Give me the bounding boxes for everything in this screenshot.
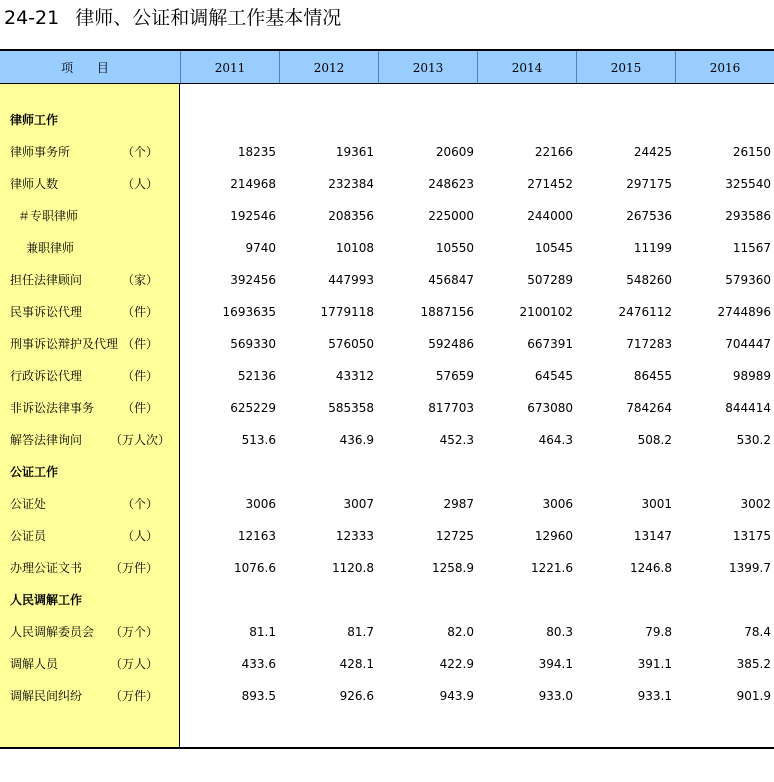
table-row: [0, 232, 774, 264]
row-unit: （万件）: [110, 561, 159, 575]
value-cell-2011: 513.6: [241, 433, 276, 447]
value-cell-2011: 569330: [230, 337, 276, 351]
row-unit: （万人）: [110, 657, 159, 671]
value-cell-2012: 19361: [335, 145, 374, 159]
value-cell-2014: 12960: [534, 529, 573, 543]
value-cell-2012: 81.7: [347, 625, 374, 639]
header-item-label: 项 目: [61, 61, 119, 75]
value-cell-2016: 98989: [732, 369, 771, 383]
value-cell-2016: 844414: [725, 401, 771, 415]
table-row: [0, 328, 774, 360]
value-cell-2016: 2744896: [717, 305, 771, 319]
value-cell-2015: 391.1: [637, 657, 672, 671]
value-cell-2015: 11199: [633, 241, 672, 255]
value-cell-2015: 508.2: [637, 433, 672, 447]
table-number: 24-21: [4, 7, 60, 29]
value-cell-2012: 585358: [328, 401, 374, 415]
row-unit: （人）: [121, 529, 158, 543]
value-cell-2013: 422.9: [439, 657, 474, 671]
value-cell-2011: 9740: [245, 241, 276, 255]
value-cell-2013: 456847: [428, 273, 474, 287]
value-cell-2013: 452.3: [439, 433, 474, 447]
value-cell-2016: 13175: [732, 529, 771, 543]
value-cell-2014: 64545: [534, 369, 573, 383]
value-cell-2013: 1258.9: [432, 561, 474, 575]
value-cell-2013: 1887156: [420, 305, 474, 319]
value-cell-2013: 2987: [443, 497, 474, 511]
value-cell-2011: 392456: [230, 273, 276, 287]
value-cell-2016: 901.9: [736, 689, 771, 703]
value-cell-2011: 12163: [237, 529, 276, 543]
table-row: [0, 616, 774, 648]
value-cell-2016: 1399.7: [729, 561, 771, 575]
value-cell-2015: 717283: [626, 337, 672, 351]
value-cell-2012: 208356: [328, 209, 374, 223]
value-cell-2013: 12725: [435, 529, 474, 543]
value-cell-2014: 1221.6: [531, 561, 573, 575]
value-cell-2013: 943.9: [439, 689, 474, 703]
row-label: 律师人数: [10, 177, 59, 191]
row-label: 非诉讼法律事务: [10, 401, 95, 415]
value-cell-2014: 3006: [542, 497, 573, 511]
row-unit: （家）: [121, 273, 158, 287]
row-unit: （万个）: [110, 625, 159, 639]
value-cell-2015: 267536: [626, 209, 672, 223]
row-label: 公证处: [10, 497, 47, 511]
value-cell-2014: 667391: [527, 337, 573, 351]
value-cell-2016: 325540: [725, 177, 771, 191]
value-cell-2014: 933.0: [538, 689, 573, 703]
value-cell-2012: 436.9: [339, 433, 374, 447]
value-cell-2011: 192546: [230, 209, 276, 223]
table-row: [0, 136, 774, 168]
row-unit: （件）: [121, 369, 158, 383]
row-label: 人民调解委员会: [10, 625, 95, 639]
value-cell-2014: 244000: [527, 209, 573, 223]
header-year-2016: 2016: [675, 51, 774, 83]
value-cell-2013: 592486: [428, 337, 474, 351]
row-label: 调解民间纠纷: [10, 689, 83, 703]
value-cell-2011: 433.6: [241, 657, 276, 671]
header-year-2015: 2015: [576, 51, 675, 83]
value-cell-2012: 12333: [335, 529, 374, 543]
table-row: [0, 264, 774, 296]
value-cell-2012: 232384: [328, 177, 374, 191]
value-cell-2015: 24425: [633, 145, 672, 159]
value-cell-2011: 1076.6: [234, 561, 276, 575]
value-cell-2014: 22166: [534, 145, 573, 159]
value-cell-2011: 18235: [237, 145, 276, 159]
row-unit: （人）: [121, 177, 158, 191]
row-label: 民事诉讼代理: [10, 305, 83, 319]
row-label: 行政诉讼代理: [10, 369, 83, 383]
value-cell-2014: 2100102: [519, 305, 573, 319]
value-cell-2014: 394.1: [538, 657, 573, 671]
value-cell-2014: 80.3: [546, 625, 573, 639]
value-cell-2013: 10550: [435, 241, 474, 255]
row-label: 担任法律顾问: [10, 273, 83, 287]
value-cell-2015: 3001: [641, 497, 672, 511]
table-row: [0, 296, 774, 328]
section-label: 律师工作: [10, 113, 59, 127]
table-row: [0, 552, 774, 584]
row-unit: （万人次）: [110, 433, 171, 447]
row-unit: （件）: [121, 305, 158, 319]
row-unit: （个）: [121, 497, 158, 511]
value-cell-2013: 82.0: [447, 625, 474, 639]
row-label: 公证员: [10, 529, 47, 543]
value-cell-2015: 297175: [626, 177, 672, 191]
value-cell-2014: 673080: [527, 401, 573, 415]
value-cell-2011: 214968: [230, 177, 276, 191]
table-row: [0, 648, 774, 680]
table-row: [0, 392, 774, 424]
table-row: [0, 680, 774, 712]
table-row: [0, 360, 774, 392]
value-cell-2016: 704447: [725, 337, 771, 351]
value-cell-2013: 225000: [428, 209, 474, 223]
value-cell-2015: 2476112: [618, 305, 672, 319]
value-cell-2014: 507289: [527, 273, 573, 287]
header-year-2014: 2014: [477, 51, 576, 83]
row-label: 律师事务所: [10, 145, 71, 159]
bottom-rule: [0, 747, 774, 749]
value-cell-2013: 817703: [428, 401, 474, 415]
value-cell-2016: 530.2: [736, 433, 771, 447]
table-row: [0, 200, 774, 232]
value-cell-2015: 86455: [633, 369, 672, 383]
value-cell-2016: 11567: [732, 241, 771, 255]
value-cell-2016: 385.2: [736, 657, 771, 671]
table-title: [4, 5, 341, 31]
value-cell-2016: 26150: [732, 145, 771, 159]
value-cell-2011: 1693635: [222, 305, 276, 319]
value-cell-2011: 81.1: [249, 625, 276, 639]
value-cell-2016: 293586: [725, 209, 771, 223]
header-year-2011: 2011: [180, 51, 279, 83]
section-label: 公证工作: [10, 465, 59, 479]
value-cell-2013: 57659: [435, 369, 474, 383]
section-row: [0, 456, 774, 488]
header-year-2013: 2013: [378, 51, 477, 83]
value-cell-2013: 20609: [435, 145, 474, 159]
value-cell-2012: 926.6: [339, 689, 374, 703]
value-cell-2012: 428.1: [339, 657, 374, 671]
value-cell-2016: 78.4: [744, 625, 771, 639]
value-cell-2011: 52136: [237, 369, 276, 383]
value-cell-2012: 43312: [335, 369, 374, 383]
value-cell-2012: 3007: [343, 497, 374, 511]
value-cell-2013: 248623: [428, 177, 474, 191]
value-cell-2015: 933.1: [637, 689, 672, 703]
value-cell-2012: 576050: [328, 337, 374, 351]
value-cell-2015: 784264: [626, 401, 672, 415]
row-label: 兼职律师: [26, 241, 75, 255]
section-row: [0, 584, 774, 616]
table-header: [0, 51, 774, 84]
table-row: [0, 168, 774, 200]
value-cell-2014: 10545: [534, 241, 573, 255]
row-unit: （件）: [121, 337, 158, 351]
table-row: [0, 424, 774, 456]
value-cell-2016: 3002: [740, 497, 771, 511]
row-unit: （个）: [121, 145, 158, 159]
value-cell-2012: 10108: [335, 241, 374, 255]
row-label: 办理公证文书: [10, 561, 83, 575]
value-cell-2015: 13147: [633, 529, 672, 543]
value-cell-2011: 893.5: [241, 689, 276, 703]
row-unit: （件）: [121, 401, 158, 415]
value-cell-2015: 79.8: [645, 625, 672, 639]
value-cell-2012: 1120.8: [332, 561, 374, 575]
row-unit: （万件）: [110, 689, 159, 703]
value-cell-2014: 464.3: [538, 433, 573, 447]
row-label: 刑事诉讼辩护及代理: [10, 337, 119, 351]
value-cell-2016: 579360: [725, 273, 771, 287]
value-cell-2011: 625229: [230, 401, 276, 415]
table-title-text: 律师、公证和调解工作基本情况: [75, 7, 342, 29]
table-row: [0, 520, 774, 552]
value-cell-2012: 447993: [328, 273, 374, 287]
value-cell-2011: 3006: [245, 497, 276, 511]
section-label: 人民调解工作: [10, 593, 83, 607]
value-cell-2012: 1779118: [320, 305, 374, 319]
row-label: 解答法律询问: [10, 433, 83, 447]
value-cell-2014: 271452: [527, 177, 573, 191]
value-cell-2015: 1246.8: [630, 561, 672, 575]
row-label: 调解人员: [10, 657, 59, 671]
table-row: [0, 488, 774, 520]
header-year-2012: 2012: [279, 51, 378, 83]
row-label: ＃专职律师: [18, 209, 79, 223]
value-cell-2015: 548260: [626, 273, 672, 287]
section-row: [0, 104, 774, 136]
